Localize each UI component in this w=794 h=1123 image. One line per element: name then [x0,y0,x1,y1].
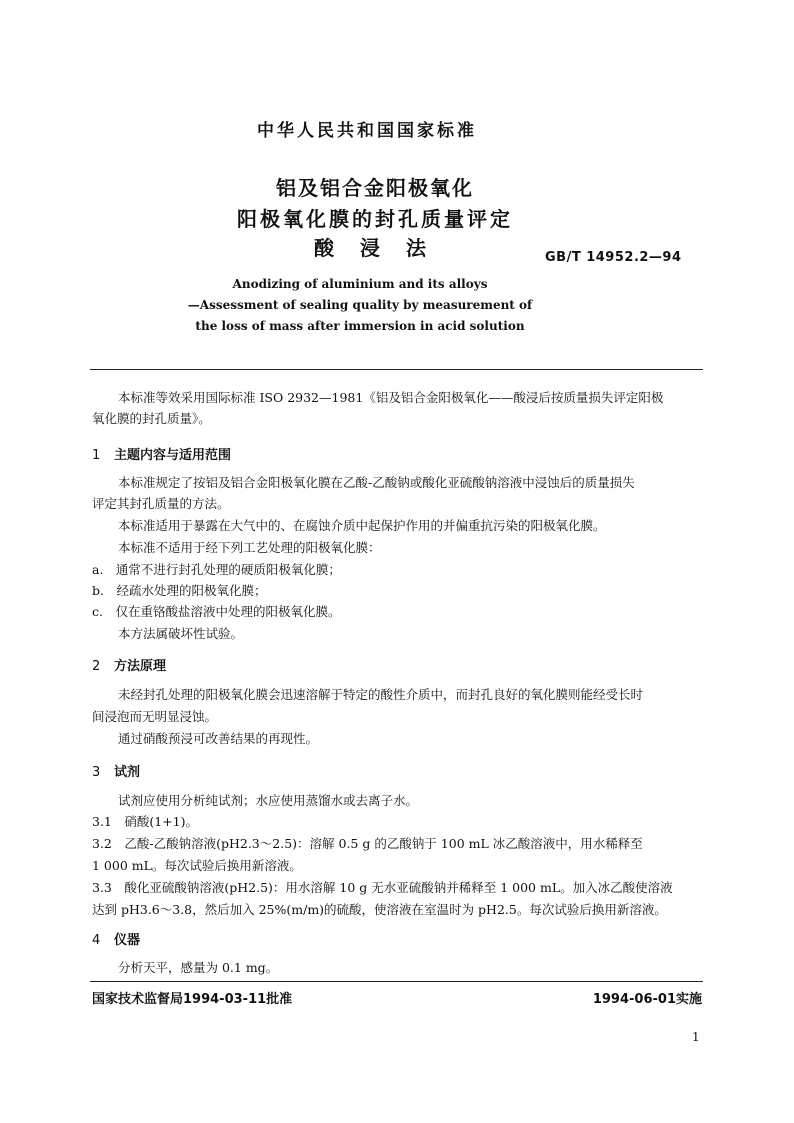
title-cn-line-2: 阳极氧化膜的封孔质量评定 [237,207,513,231]
implementation-date: 1994-06-01实施 [592,992,702,1007]
title-en-line-3: the loss of mass after immersion in acid solution [195,319,525,333]
section-4-number: 4 [92,933,101,948]
footer-divider [90,981,703,982]
s1-item-c: c. 仅在重铬酸盐溶液中处理的阳极氧化膜。 [92,604,341,619]
approval-date: 国家技术监督局1994-03-11批准 [92,992,293,1007]
s4-p1: 分析天平，感量为 0.1 mg。 [118,960,279,975]
section-3-heading [92,761,140,780]
title-en-line-1: Anodizing of aluminium and its alloys [232,277,488,291]
s2-p1-line-2: 间浸泡而无明显浸蚀。 [92,709,218,724]
section-4-title: 仪器 [114,933,141,948]
s1-p4: 本方法属破坏性试验。 [118,626,244,641]
section-2-heading [92,655,166,674]
s3-p1: 试剂应使用分析纯试剂；水应使用蒸馏水或去离子水。 [118,793,419,808]
page-number: 1 [692,1030,700,1044]
title-en-line-2: —Assessment of sealing quality by measurement of [187,298,533,312]
intro-line-1: 本标准等效采用国际标准 ISO 2932—1981《铝及铝合金阳极氧化——酸浸后按质量损失评定阳极 [118,390,664,405]
s1-p1-line-1: 本标准规定了按铝及铝合金阳极氧化膜在乙酸-乙酸钠或酸化亚硫酸钠溶液中浸蚀后的质量损失 [118,475,635,490]
section-1-title: 主题内容与适用范围 [114,448,232,463]
title-cn-line-1: 铝及铝合金阳极氧化 [276,176,474,200]
s1-p2: 本标准适用于暴露在大气中的、在腐蚀介质中起保护作用的并偏重抗污染的阳极氧化膜。 [118,518,606,533]
title-cn-line-3: 酸浸法 [314,236,452,260]
s1-p1-line-2: 评定其封孔质量的方法。 [92,496,230,511]
intro-line-2: 氧化膜的封孔质量》。 [92,411,211,426]
s3-2-line-2: 1 000 mL。每次试验后换用新溶液。 [92,858,302,873]
section-1-number: 1 [92,448,101,463]
section-2-title: 方法原理 [114,659,167,674]
s3-1: 3.1 硝酸(1+1)。 [92,814,199,829]
top-divider [90,369,703,370]
section-3-number: 3 [92,765,101,780]
section-1-heading [92,444,231,463]
s2-p2: 通过硝酸预浸可改善结果的再现性。 [118,731,319,746]
s3-3-line-1: 3.3 酸化亚硫酸钠溶液(pH2.5)：用水溶解 10 g 无水亚硫酸钠并稀释至 1 000 mL。加入冰乙酸使溶液 [92,880,673,895]
section-2-number: 2 [92,659,101,674]
section-4-heading [92,929,140,948]
s1-p3: 本标准不适用于经下列工艺处理的阳极氧化膜： [118,540,381,555]
s3-3-line-2: 达到 pH3.6～3.8，然后加入 25%(m/m)的硫酸，使溶液在室温时为 pH2.5。每次试验后换用新溶液。 [92,902,667,917]
standard-code: GB/T 14952.2—94 [545,250,682,265]
s3-2-line-1: 3.2 乙酸-乙酸钠溶液(pH2.3～2.5)：溶解 0.5 g 的乙酸钠于 100 mL 冰乙酸溶液中，用水稀释至 [92,836,643,851]
standard-org-title: 中华人民共和国国家标准 [257,121,477,141]
section-3-title: 试剂 [114,765,141,780]
s1-item-a: a. 通常不进行封孔处理的硬质阳极氧化膜； [92,562,341,577]
s1-item-b: b. 经疏水处理的阳极氧化膜； [92,583,267,598]
s2-p1-line-1: 未经封孔处理的阳极氧化膜会迅速溶解于特定的酸性介质中，而封孔良好的氧化膜则能经受长时 [118,687,644,702]
